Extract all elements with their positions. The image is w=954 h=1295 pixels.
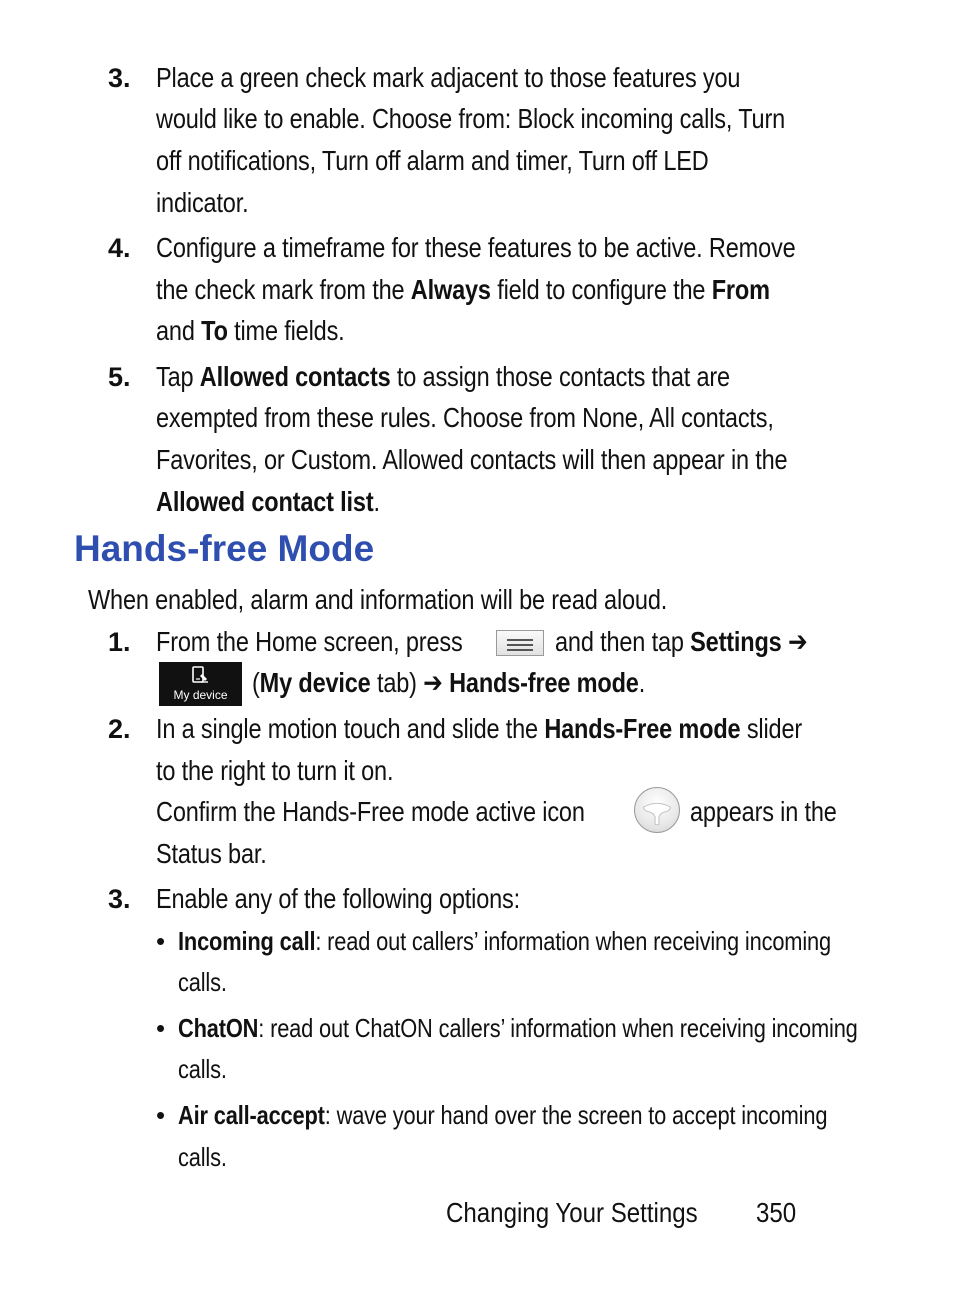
bullet-continuation: calls. [178,1142,227,1172]
step-text: Configure a timeframe for these features to be active. Remove [156,232,796,263]
bullet-continuation: calls. [178,967,227,997]
step-text: Favorites, or Custom. Allowed contacts will then appear in the [156,444,788,475]
steering-wheel-icon [634,787,680,833]
bullet-item: ChatON: read out ChatON callers’ information when receiving incoming [178,1013,858,1043]
step-text: would like to enable. Choose from: Block incoming calls, Turn [156,103,786,134]
step-text: to the right to turn it on. [156,755,394,786]
page-number: 350 [756,1197,797,1228]
step-number: 2. [108,714,131,744]
section-title: Hands-free Mode [74,528,375,569]
step-text: exempted from these rules. Choose from None, All contacts, [156,402,774,433]
step-text: and then tap Settings ➔ [555,626,808,657]
step-text: Confirm the Hands-Free mode active icon [156,796,585,827]
step-number: 1. [108,627,131,657]
step-number: 3. [108,63,131,93]
step-number: 5. [108,362,131,392]
bullet-item: Incoming call: read out callers’ information when receiving incoming [178,926,831,956]
step-text: and To time fields. [156,315,345,346]
my-device-tab-icon [159,662,242,706]
bullet-dot: • [156,926,166,956]
step-text: off notifications, Turn off alarm and timer, Turn off LED [156,145,709,176]
step-text: the check mark from the Always field to configure the From [156,274,770,305]
section-intro: When enabled, alarm and information will be read aloud. [88,584,668,615]
step-text: Place a green check mark adjacent to those features you [156,62,741,93]
bullet-continuation: calls. [178,1054,227,1084]
step-text: From the Home screen, press [156,626,463,657]
step-text: (My device tab) ➔ Hands-free mode. [252,667,646,698]
device-glyph-icon [190,665,210,685]
my-device-label: My device [173,688,228,702]
step-text: indicator. [156,187,249,218]
step-text: Tap Allowed contacts to assign those contacts that are [156,361,730,392]
step-text: appears in the [690,796,837,827]
step-text: In a single motion touch and slide the Hands-Free mode slider [156,713,803,744]
menu-key-icon [496,630,544,656]
step-text: Allowed contact list. [156,486,380,517]
step-text: Status bar. [156,838,267,869]
bullet-dot: • [156,1013,166,1043]
step-text: Enable any of the following options: [156,883,520,914]
step-number: 4. [108,233,131,263]
footer-section-name: Changing Your Settings [446,1197,698,1228]
step-number: 3. [108,884,131,914]
bullet-item: Air call-accept: wave your hand over the screen to accept incoming [178,1100,828,1130]
bullet-dot: • [156,1100,166,1130]
